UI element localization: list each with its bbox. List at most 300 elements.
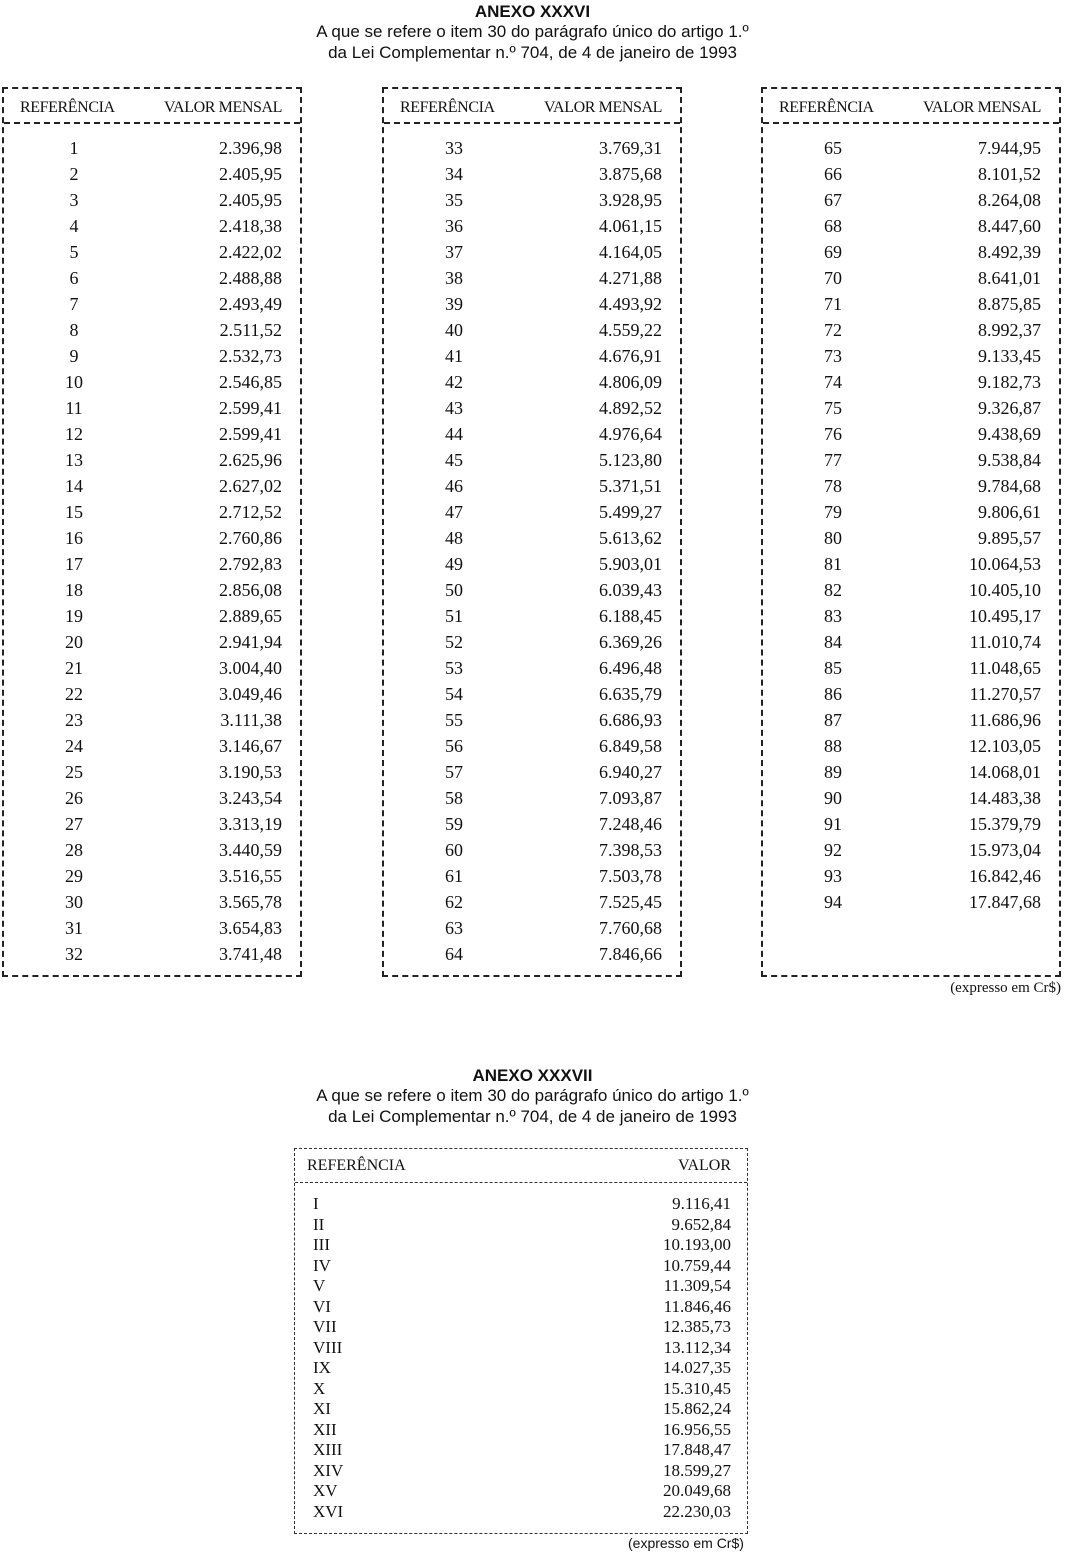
valor-cell: 2.625,96 bbox=[219, 450, 282, 470]
table-row bbox=[4, 787, 300, 813]
table-row bbox=[763, 865, 1059, 891]
referencia-cell: 30 bbox=[65, 892, 83, 912]
referencia-cell: 87 bbox=[824, 710, 842, 730]
table-row bbox=[295, 1399, 747, 1420]
table-header bbox=[4, 89, 300, 124]
valor-cell: 4.976,64 bbox=[599, 424, 662, 444]
referencia-cell: 19 bbox=[65, 606, 83, 626]
table-row bbox=[4, 163, 300, 189]
referencia-cell: 78 bbox=[824, 476, 842, 496]
table-row bbox=[4, 813, 300, 839]
table-row bbox=[384, 163, 680, 189]
table-row bbox=[384, 917, 680, 943]
anexo-37-heading bbox=[0, 1066, 1065, 1127]
referencia-cell: 6 bbox=[69, 268, 79, 288]
referencia-cell: 72 bbox=[824, 320, 842, 340]
table-row bbox=[295, 1235, 747, 1256]
referencia-cell: 23 bbox=[65, 710, 83, 730]
table-row bbox=[4, 761, 300, 787]
referencia-cell: 71 bbox=[824, 294, 842, 314]
referencia-cell: 94 bbox=[824, 892, 842, 912]
table-row bbox=[384, 449, 680, 475]
referencia-cell: 81 bbox=[824, 554, 842, 574]
referencia-cell: 34 bbox=[445, 164, 463, 184]
anexo-36-table-2 bbox=[382, 87, 682, 977]
table-row bbox=[4, 501, 300, 527]
table-header bbox=[295, 1149, 747, 1183]
referencia-cell: 54 bbox=[445, 684, 463, 704]
referencia-cell: 18 bbox=[65, 580, 83, 600]
valor-cell: 10.405,10 bbox=[969, 580, 1041, 600]
referencia-cell: 33 bbox=[445, 138, 463, 158]
table-row bbox=[4, 241, 300, 267]
valor-cell: 14.483,38 bbox=[969, 788, 1041, 808]
referencia-cell: 20 bbox=[65, 632, 83, 652]
table-row bbox=[295, 1440, 747, 1461]
table-row bbox=[763, 423, 1059, 449]
table-row bbox=[295, 1502, 747, 1523]
referencia-cell: 59 bbox=[445, 814, 463, 834]
valor-cell: 12.385,73 bbox=[663, 1317, 731, 1336]
table-row bbox=[295, 1276, 747, 1297]
referencia-cell: 50 bbox=[445, 580, 463, 600]
valor-cell: 2.405,95 bbox=[219, 190, 282, 210]
referencia-cell: V bbox=[313, 1276, 326, 1295]
referencia-cell: 46 bbox=[445, 476, 463, 496]
valor-cell: 2.792,83 bbox=[219, 554, 282, 574]
referencia-cell: 47 bbox=[445, 502, 463, 522]
valor-cell: 4.676,91 bbox=[599, 346, 662, 366]
valor-cell: 4.271,88 bbox=[599, 268, 662, 288]
valor-cell: 12.103,05 bbox=[969, 736, 1041, 756]
referencia-cell: 2 bbox=[69, 164, 79, 184]
valor-cell: 3.875,68 bbox=[599, 164, 662, 184]
valor-cell: 4.806,09 bbox=[599, 372, 662, 392]
valor-cell: 3.049,46 bbox=[219, 684, 282, 704]
table-row bbox=[4, 605, 300, 631]
referencia-cell: 37 bbox=[445, 242, 463, 262]
column-header-referencia: REFERÊNCIA bbox=[307, 1157, 406, 1174]
referencia-cell: 21 bbox=[65, 658, 83, 678]
table-row bbox=[4, 865, 300, 891]
table-row bbox=[4, 449, 300, 475]
referencia-cell: 79 bbox=[824, 502, 842, 522]
valor-cell: 10.759,44 bbox=[663, 1255, 731, 1275]
referencia-cell: 92 bbox=[824, 840, 842, 860]
table-row bbox=[763, 813, 1059, 839]
valor-cell: 3.769,31 bbox=[599, 138, 662, 158]
table-row bbox=[384, 215, 680, 241]
valor-cell: 2.532,73 bbox=[219, 346, 282, 366]
valor-cell: 8.492,39 bbox=[978, 242, 1041, 262]
referencia-cell: 90 bbox=[824, 788, 842, 808]
table-row bbox=[295, 1379, 747, 1400]
referencia-cell: 86 bbox=[824, 684, 842, 704]
valor-cell: 6.635,79 bbox=[599, 684, 662, 704]
table-row bbox=[384, 839, 680, 865]
valor-cell: 16.842,46 bbox=[969, 866, 1041, 886]
referencia-cell: 9 bbox=[69, 346, 79, 366]
table-row bbox=[384, 501, 680, 527]
table-row bbox=[763, 787, 1059, 813]
referencia-cell: 27 bbox=[65, 814, 83, 834]
table-row bbox=[384, 943, 680, 969]
referencia-cell: 60 bbox=[445, 840, 463, 860]
referencia-cell: 13 bbox=[65, 450, 83, 470]
valor-cell: 15.973,04 bbox=[969, 840, 1041, 860]
column-header-referencia: REFERÊNCIA bbox=[400, 99, 495, 116]
referencia-cell: 77 bbox=[824, 450, 842, 470]
table-row bbox=[4, 371, 300, 397]
referencia-cell: VII bbox=[313, 1317, 337, 1336]
valor-cell: 8.875,85 bbox=[978, 294, 1041, 314]
referencia-cell: 4 bbox=[69, 216, 79, 236]
column-header-referencia: REFERÊNCIA bbox=[779, 99, 874, 116]
table-header bbox=[384, 89, 680, 124]
table-row bbox=[763, 709, 1059, 735]
table-row bbox=[295, 1194, 747, 1215]
table-body bbox=[763, 137, 1059, 917]
table-row bbox=[384, 371, 680, 397]
referencia-cell: II bbox=[313, 1214, 325, 1234]
referencia-cell: 52 bbox=[445, 632, 463, 652]
valor-cell: 2.760,86 bbox=[219, 528, 282, 548]
anexo-37-title: ANEXO XXXVII bbox=[472, 1066, 593, 1085]
referencia-cell: XVI bbox=[313, 1501, 344, 1521]
table-row bbox=[384, 683, 680, 709]
referencia-cell: 41 bbox=[445, 346, 463, 366]
table-row bbox=[763, 163, 1059, 189]
referencia-cell: XI bbox=[313, 1399, 331, 1418]
table-row bbox=[763, 501, 1059, 527]
valor-cell: 3.111,38 bbox=[220, 710, 282, 730]
table-row bbox=[384, 267, 680, 293]
table-row bbox=[763, 371, 1059, 397]
valor-cell: 8.101,52 bbox=[978, 164, 1041, 184]
table-row bbox=[384, 579, 680, 605]
referencia-cell: 88 bbox=[824, 736, 842, 756]
referencia-cell: 8 bbox=[69, 320, 79, 340]
table-row bbox=[4, 839, 300, 865]
table-row bbox=[295, 1297, 747, 1318]
referencia-cell: 17 bbox=[65, 554, 83, 574]
anexo-37-subtitle-line2: da Lei Complementar n.º 704, de 4 de janeiro de 1993 bbox=[328, 1107, 737, 1126]
table-row bbox=[295, 1358, 747, 1379]
valor-cell: 9.806,61 bbox=[978, 502, 1041, 522]
referencia-cell: VI bbox=[313, 1296, 331, 1316]
table-row bbox=[763, 267, 1059, 293]
table-row bbox=[763, 631, 1059, 657]
table-row bbox=[295, 1317, 747, 1338]
referencia-cell: 48 bbox=[445, 528, 463, 548]
valor-cell: 11.846,46 bbox=[663, 1296, 731, 1316]
table-row bbox=[4, 215, 300, 241]
valor-cell: 2.405,95 bbox=[219, 164, 282, 184]
valor-cell: 8.992,37 bbox=[978, 320, 1041, 340]
valor-cell: 9.438,69 bbox=[978, 424, 1041, 444]
valor-cell: 2.889,65 bbox=[219, 606, 282, 626]
table-row bbox=[4, 683, 300, 709]
referencia-cell: XIV bbox=[313, 1460, 344, 1480]
valor-cell: 7.846,66 bbox=[599, 944, 662, 964]
column-header-valor: VALOR bbox=[677, 1157, 731, 1174]
referencia-cell: 14 bbox=[65, 476, 83, 496]
table-row bbox=[4, 657, 300, 683]
table-row bbox=[4, 917, 300, 943]
valor-cell: 10.193,00 bbox=[663, 1235, 731, 1254]
valor-cell: 6.039,43 bbox=[599, 580, 662, 600]
referencia-cell: 89 bbox=[824, 762, 842, 782]
referencia-cell: 51 bbox=[445, 606, 463, 626]
table-row bbox=[384, 865, 680, 891]
table-row bbox=[384, 293, 680, 319]
referencia-cell: 24 bbox=[65, 736, 83, 756]
table-row bbox=[384, 345, 680, 371]
valor-cell: 9.538,84 bbox=[978, 450, 1041, 470]
valor-cell: 6.369,26 bbox=[599, 632, 662, 652]
table-row bbox=[4, 709, 300, 735]
table-row bbox=[763, 189, 1059, 215]
referencia-cell: 29 bbox=[65, 866, 83, 886]
table-row bbox=[4, 397, 300, 423]
valor-cell: 9.182,73 bbox=[978, 372, 1041, 392]
referencia-cell: XII bbox=[313, 1419, 337, 1439]
valor-cell: 9.116,41 bbox=[672, 1194, 731, 1213]
valor-cell: 7.398,53 bbox=[599, 840, 662, 860]
valor-cell: 6.496,48 bbox=[599, 658, 662, 678]
valor-cell: 16.956,55 bbox=[663, 1419, 731, 1439]
referencia-cell: 80 bbox=[824, 528, 842, 548]
valor-cell: 9.784,68 bbox=[978, 476, 1041, 496]
table-row bbox=[384, 761, 680, 787]
table-row bbox=[384, 657, 680, 683]
valor-cell: 6.849,58 bbox=[599, 736, 662, 756]
valor-cell: 8.447,60 bbox=[978, 216, 1041, 236]
table-row bbox=[384, 137, 680, 163]
valor-cell: 15.379,79 bbox=[969, 814, 1041, 834]
referencia-cell: 43 bbox=[445, 398, 463, 418]
table-row bbox=[4, 137, 300, 163]
table-row bbox=[384, 319, 680, 345]
valor-cell: 17.847,68 bbox=[969, 892, 1041, 912]
table-row bbox=[4, 475, 300, 501]
referencia-cell: I bbox=[313, 1194, 319, 1213]
anexo-36-currency-note: (expresso em Cr$) bbox=[950, 980, 1061, 996]
valor-cell: 2.488,88 bbox=[219, 268, 282, 288]
valor-cell: 14.068,01 bbox=[969, 762, 1041, 782]
valor-cell: 9.326,87 bbox=[978, 398, 1041, 418]
referencia-cell: XIII bbox=[313, 1440, 343, 1459]
valor-cell: 11.048,65 bbox=[969, 658, 1041, 678]
referencia-cell: 85 bbox=[824, 658, 842, 678]
table-row bbox=[763, 475, 1059, 501]
table-row bbox=[384, 735, 680, 761]
referencia-cell: 1 bbox=[69, 138, 79, 158]
referencia-cell: 65 bbox=[824, 138, 842, 158]
valor-cell: 2.599,41 bbox=[219, 424, 282, 444]
anexo-37-subtitle-line1: A que se refere o item 30 do parágrafo único do artigo 1.º bbox=[316, 1086, 749, 1105]
valor-cell: 8.264,08 bbox=[978, 190, 1041, 210]
referencia-cell: 67 bbox=[824, 190, 842, 210]
referencia-cell: 63 bbox=[445, 918, 463, 938]
table-row bbox=[384, 631, 680, 657]
referencia-cell: 55 bbox=[445, 710, 463, 730]
valor-cell: 9.895,57 bbox=[978, 528, 1041, 548]
column-header-valor-mensal: VALOR MENSAL bbox=[922, 99, 1041, 116]
referencia-cell: 58 bbox=[445, 788, 463, 808]
valor-cell: 2.627,02 bbox=[219, 476, 282, 496]
valor-cell: 7.944,95 bbox=[978, 138, 1041, 158]
table-row bbox=[384, 475, 680, 501]
referencia-cell: 7 bbox=[69, 294, 79, 314]
referencia-cell: 45 bbox=[445, 450, 463, 470]
table-row bbox=[4, 579, 300, 605]
anexo-36-table-3 bbox=[761, 87, 1061, 977]
valor-cell: 5.613,62 bbox=[599, 528, 662, 548]
valor-cell: 17.848,47 bbox=[663, 1440, 731, 1459]
anexo-37-table bbox=[294, 1148, 748, 1534]
referencia-cell: 22 bbox=[65, 684, 83, 704]
valor-cell: 20.049,68 bbox=[663, 1481, 731, 1500]
valor-cell: 3.243,54 bbox=[219, 788, 282, 808]
table-row bbox=[4, 345, 300, 371]
table-row bbox=[763, 397, 1059, 423]
valor-cell: 9.133,45 bbox=[978, 346, 1041, 366]
table-body bbox=[295, 1194, 747, 1522]
referencia-cell: 42 bbox=[445, 372, 463, 392]
valor-cell: 3.313,19 bbox=[219, 814, 282, 834]
referencia-cell: 3 bbox=[69, 190, 79, 210]
valor-cell: 11.010,74 bbox=[969, 632, 1041, 652]
column-header-valor-mensal: VALOR MENSAL bbox=[163, 99, 282, 116]
valor-cell: 7.093,87 bbox=[599, 788, 662, 808]
table-row bbox=[4, 293, 300, 319]
table-row bbox=[295, 1256, 747, 1277]
referencia-cell: 31 bbox=[65, 918, 83, 938]
referencia-cell: 57 bbox=[445, 762, 463, 782]
referencia-cell: 11 bbox=[65, 398, 83, 418]
valor-cell: 8.641,01 bbox=[978, 268, 1041, 288]
table-row bbox=[4, 891, 300, 917]
referencia-cell: 16 bbox=[65, 528, 83, 548]
table-row bbox=[384, 553, 680, 579]
referencia-cell: 66 bbox=[824, 164, 842, 184]
referencia-cell: 61 bbox=[445, 866, 463, 886]
valor-cell: 3.565,78 bbox=[219, 892, 282, 912]
valor-cell: 2.493,49 bbox=[219, 294, 282, 314]
table-row bbox=[384, 709, 680, 735]
table-row bbox=[384, 423, 680, 449]
referencia-cell: 28 bbox=[65, 840, 83, 860]
referencia-cell: 91 bbox=[824, 814, 842, 834]
table-row bbox=[763, 449, 1059, 475]
anexo-36-title: ANEXO XXXVI bbox=[474, 2, 591, 21]
valor-cell: 11.309,54 bbox=[663, 1276, 731, 1295]
valor-cell: 14.027,35 bbox=[663, 1358, 731, 1377]
column-header-referencia: REFERÊNCIA bbox=[20, 99, 115, 116]
valor-cell: 4.061,15 bbox=[599, 216, 662, 236]
table-row bbox=[384, 787, 680, 813]
table-row bbox=[763, 839, 1059, 865]
anexo-36-heading bbox=[0, 2, 1065, 63]
table-row bbox=[763, 735, 1059, 761]
referencia-cell: 40 bbox=[445, 320, 463, 340]
referencia-cell: 15 bbox=[65, 502, 83, 522]
valor-cell: 18.599,27 bbox=[663, 1460, 731, 1480]
referencia-cell: 73 bbox=[824, 346, 842, 366]
table-row bbox=[763, 527, 1059, 553]
valor-cell: 10.495,17 bbox=[969, 606, 1041, 626]
valor-cell: 2.418,38 bbox=[219, 216, 282, 236]
referencia-cell: 68 bbox=[824, 216, 842, 236]
table-header bbox=[763, 89, 1059, 124]
table-row bbox=[763, 553, 1059, 579]
valor-cell: 9.652,84 bbox=[671, 1214, 731, 1234]
referencia-cell: 53 bbox=[445, 658, 463, 678]
valor-cell: 3.516,55 bbox=[219, 866, 282, 886]
referencia-cell: 84 bbox=[824, 632, 842, 652]
valor-cell: 5.371,51 bbox=[599, 476, 662, 496]
table-row bbox=[384, 397, 680, 423]
valor-cell: 2.856,08 bbox=[219, 580, 282, 600]
table-row bbox=[763, 345, 1059, 371]
table-row bbox=[4, 189, 300, 215]
table-row bbox=[295, 1461, 747, 1482]
table-row bbox=[384, 241, 680, 267]
anexo-37-currency-note: (expresso em Cr$) bbox=[628, 1535, 744, 1551]
valor-cell: 2.712,52 bbox=[219, 502, 282, 522]
table-row bbox=[4, 943, 300, 969]
valor-cell: 2.941,94 bbox=[219, 632, 282, 652]
referencia-cell: 44 bbox=[445, 424, 463, 444]
anexo-36-subtitle-line2: da Lei Complementar n.º 704, de 4 de janeiro de 1993 bbox=[328, 43, 737, 62]
referencia-cell: 62 bbox=[445, 892, 463, 912]
table-body bbox=[4, 137, 300, 969]
referencia-cell: IX bbox=[313, 1358, 331, 1377]
referencia-cell: III bbox=[313, 1235, 330, 1254]
valor-cell: 3.004,40 bbox=[219, 658, 282, 678]
referencia-cell: 39 bbox=[445, 294, 463, 314]
valor-cell: 3.928,95 bbox=[599, 190, 662, 210]
referencia-cell: IV bbox=[313, 1255, 331, 1275]
valor-cell: 4.164,05 bbox=[599, 242, 662, 262]
valor-cell: 5.499,27 bbox=[599, 502, 662, 522]
referencia-cell: 49 bbox=[445, 554, 463, 574]
referencia-cell: 93 bbox=[824, 866, 842, 886]
valor-cell: 7.248,46 bbox=[599, 814, 662, 834]
valor-cell: 4.892,52 bbox=[599, 398, 662, 418]
referencia-cell: 36 bbox=[445, 216, 463, 236]
referencia-cell: 26 bbox=[65, 788, 83, 808]
referencia-cell: 5 bbox=[69, 242, 79, 262]
table-row bbox=[763, 761, 1059, 787]
table-row bbox=[4, 631, 300, 657]
table-row bbox=[763, 215, 1059, 241]
valor-cell: 3.741,48 bbox=[219, 944, 282, 964]
valor-cell: 2.422,02 bbox=[219, 242, 282, 262]
table-row bbox=[295, 1338, 747, 1359]
valor-cell: 7.525,45 bbox=[599, 892, 662, 912]
table-row bbox=[4, 267, 300, 293]
table-body bbox=[384, 137, 680, 969]
valor-cell: 2.546,85 bbox=[219, 372, 282, 392]
table-row bbox=[763, 137, 1059, 163]
referencia-cell: 75 bbox=[824, 398, 842, 418]
referencia-cell: 56 bbox=[445, 736, 463, 756]
table-row bbox=[4, 735, 300, 761]
valor-cell: 15.862,24 bbox=[663, 1399, 731, 1418]
referencia-cell: 69 bbox=[824, 242, 842, 262]
